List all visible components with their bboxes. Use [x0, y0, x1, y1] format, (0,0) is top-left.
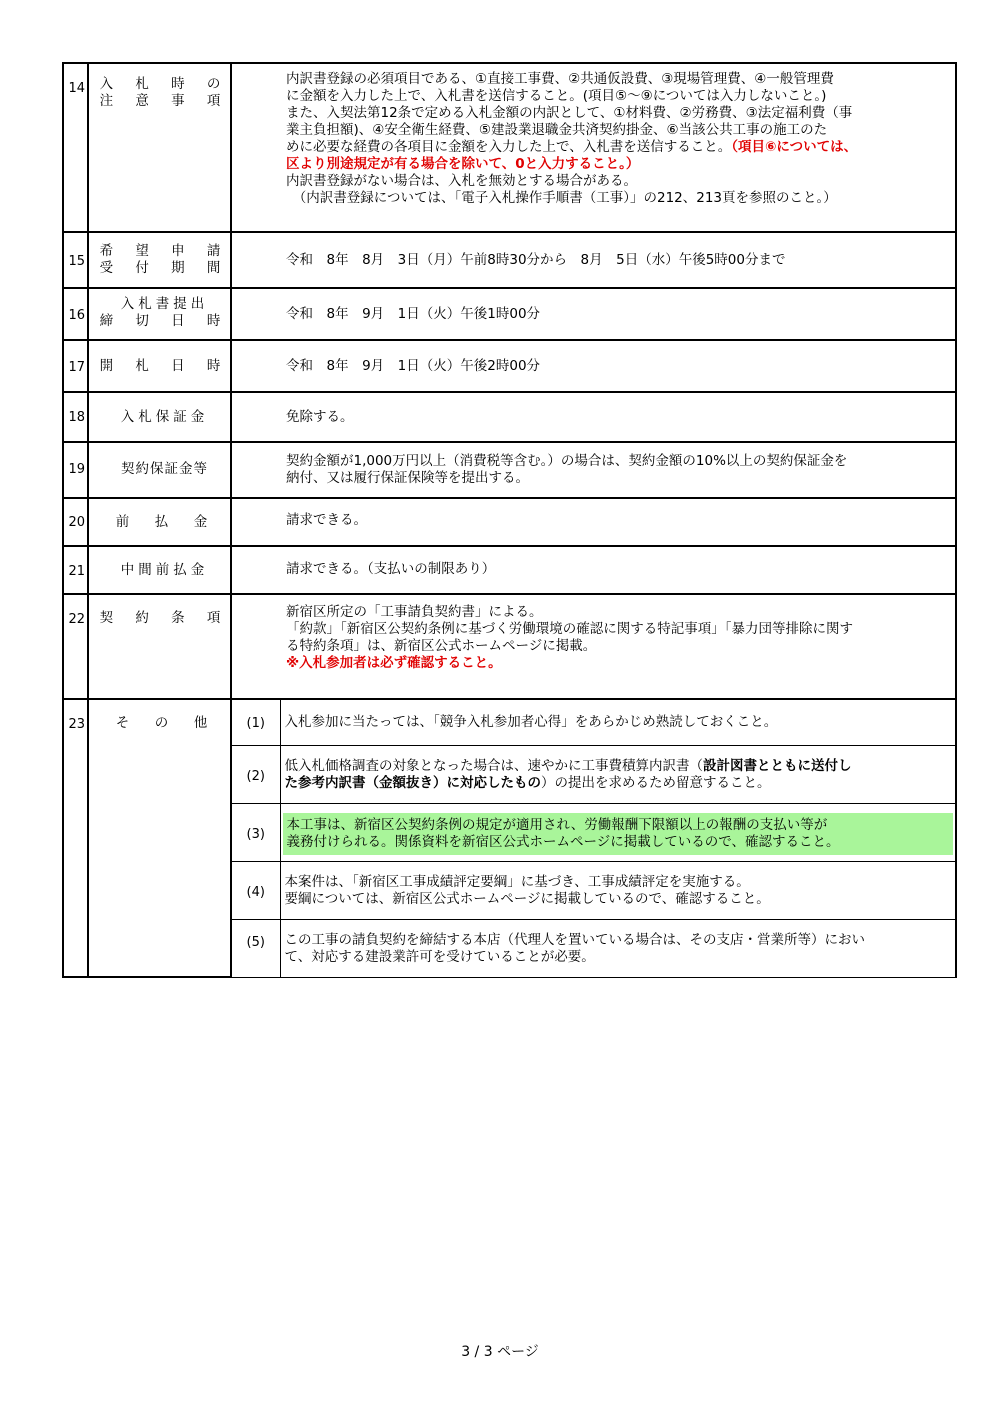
table-row: [63, 498, 956, 546]
row-number: 20: [63, 498, 88, 546]
table-row: [63, 594, 956, 699]
row-label: 入 札 時 の 注 意 事 項: [88, 63, 231, 232]
item-text: この工事の請負契約を締結する本店（代理人を置いている場合は、その支店・営業所等）におい て、対応する建設業許可を受けていることが必要。: [280, 919, 956, 977]
table-row: [63, 232, 956, 288]
item-text-highlighted: [280, 803, 956, 861]
row-label: 中間前払金: [88, 546, 231, 594]
row-content: 請求できる。: [231, 498, 956, 546]
row-content: 免除する。: [231, 392, 956, 442]
row-label: そ の 他: [88, 699, 231, 977]
row-content: 請求できる。（支払いの制限あり）: [231, 546, 956, 594]
row-number: 19: [63, 442, 88, 498]
table-row: [63, 63, 956, 232]
row-content: 内訳書登録の必須項目である、①直接工事費、②共通仮設費、③現場管理費、④一般管理費 に金額を入力した上で、入札書を送信すること。(項目⑤～⑨については入力しないこと。) また、入契法第12条で定める入札金額の内訳として、①材料費、②労務費、③法定福利費（事 業主負担額)、④安全衛生経費、⑤建設業退職金共済契約掛金、⑥当該公共工事の施工のた めに必要な経費の各項目に金額を入力した上で、入札書を送信すること。（項目⑥については、 区より別途規定が有る場合を除いて、0と入力すること。） 内訳書登録がない場合は、入札を無効とする場合がある。 （内訳書登録については、「電子入札操作手順書（工事）」の212、213頁を参照のこと。）: [231, 63, 956, 232]
table-row: [63, 546, 956, 594]
row-label: 契約保証金等: [88, 442, 231, 498]
row-label: 入札書提出 締 切 日 時: [88, 288, 231, 340]
row-content: 令和 8年 9月 1日（火）午後2時00分: [231, 340, 956, 392]
row-content: 新宿区所定の「工事請負契約書」による。 「約款」「新宿区公契約条例に基づく労働環境の確認に関する特記事項」「暴力団等排除に関す る特約条項」は、新宿区公式ホームページに掲載。 ※入札参加者は必ず確認すること。: [231, 594, 956, 699]
row-number: 18: [63, 392, 88, 442]
row-content: 令和 8年 8月 3日（月）午前8時30分から 8月 5日（水）午後5時00分まで: [231, 232, 956, 288]
row-label: 入札保証金: [88, 392, 231, 442]
row-content: 契約金額が1,000万円以上（消費税等含む。）の場合は、契約金額の10%以上の契約保証金を 納付、又は履行保証保険等を提出する。: [231, 442, 956, 498]
row-number: 16: [63, 288, 88, 340]
row-label: 希 望 申 請 受 付 期 間: [88, 232, 231, 288]
item-text: 本案件は、「新宿区工事成績評定要綱」に基づき、工事成績評定を実施する。 要綱については、新宿区公式ホームページに掲載しているので、確認すること。: [280, 861, 956, 919]
table-row: [63, 392, 956, 442]
page-footer: 3 / 3 ページ: [461, 1344, 539, 1360]
highlight-block: 本工事は、新宿区公契約条例の規定が適用され、労働報酬下限額以上の報酬の支払い等が 義務付けられる。関係資料を新宿区公式ホームページに掲載しているので、確認すること。: [283, 813, 954, 855]
row-label: 契 約 条 項: [88, 594, 231, 699]
row-content: 令和 8年 9月 1日（火）午後1時00分: [231, 288, 956, 340]
item-number: (4): [231, 861, 280, 919]
item-number: (2): [231, 745, 280, 803]
table-row: [63, 442, 956, 498]
item-number: (5): [231, 919, 280, 977]
row-number: 23: [63, 699, 88, 977]
item-text: 入札参加に当たっては、「競争入札参加者心得」をあらかじめ熟読しておくこと。: [280, 699, 956, 745]
item-text: 低入札価格調査の対象となった場合は、速やかに工事費積算内訳書（設計図書とともに送付し た参考内訳書（金額抜き）に対応したもの）の提出を求めるため留意すること。: [280, 745, 956, 803]
table-row: [63, 699, 956, 745]
table-row: [63, 288, 956, 340]
document-page: [62, 62, 955, 978]
row-number: 22: [63, 594, 88, 699]
row-number: 21: [63, 546, 88, 594]
item-number: (3): [231, 803, 280, 861]
row-number: 17: [63, 340, 88, 392]
row-number: 15: [63, 232, 88, 288]
row-number: 14: [63, 63, 88, 232]
specification-table: [62, 62, 957, 978]
table-row: [63, 340, 956, 392]
item-number: (1): [231, 699, 280, 745]
row-label: 開 札 日 時: [88, 340, 231, 392]
row-label: 前 払 金: [88, 498, 231, 546]
